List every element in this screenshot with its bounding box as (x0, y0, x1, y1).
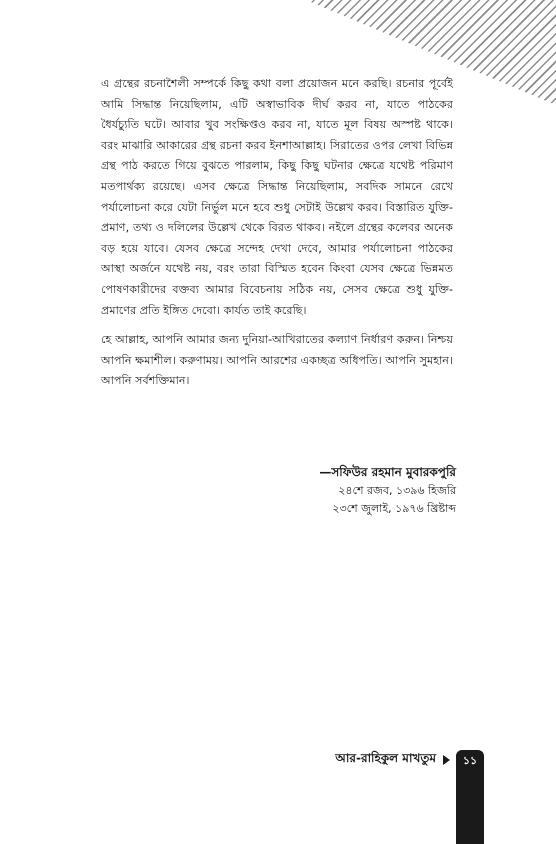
running-title (300, 750, 450, 770)
hijri-date: ২৪শে রজব, ১৩৯৬ হিজরি (338, 484, 456, 497)
paragraph-1: এ গ্রন্থের রচনাশৈলী সম্পর্কে কিছু কথা বলা প্রয়োজন মনে করছি। রচনার পূর্বেই আমি সিদ্ধান্ত নিয়েছিলাম, এটি অস্বাভাবিক দীর্ঘ করব না, যাতে পাঠকের ধৈর্যচ্যুতি ঘটে। আবার খুব সংক্ষিপ্তও করব না, যাতে মূল বিষয় অস্পষ্ট থাকে। বরং মাঝারি আকারের গ্রন্থ রচনা করব ইনশাআল্লাহ। সিরাতের ওপর লেখা বিভিন্ন গ্রন্থ পাঠ করতে গিয়ে বুঝতে পারলাম, কিছু কিছু ঘটনার ক্ষেত্রে যথেষ্ট পরিমাণ মতপার্থক্য রয়েছে। এসব ক্ষেত্রে সিদ্ধান্ত নিয়েছিলাম, সবদিক সামনে রেখে পর্যালোচনা করে যেটা নির্ভুল মনে হবে শুধু সেটাই উল্লেখ করব। বিস্তারিত যুক্তি-প্রমাণ, তথ্য ও দলিলের উল্লেখ থেকে বিরত থাকব। নইলে গ্রন্থের কলেবর অনেক বড় হয়ে যাবে। যেসব ক্ষেত্রে সন্দেহ দেখা দেবে, আমার পর্যালোচনা পাঠকের আস্থা অর্জনে যথেষ্ট নয়, বরং তারা বিস্মিত হবেন কিংবা যেসব ক্ষেত্রে ভিন্নমত পোষণকারীদের বক্তব্য আমার বিবেচনায় সঠিক নয়, সেসব ক্ষেত্রে শুধু যুক্তি-প্রমাণের প্রতি ইঙ্গিত দেবো। কার্যত তাই করেছি। (101, 77, 453, 317)
page-number-tab (456, 750, 484, 844)
book-title: আর-রাহিকুল মাখতুম (335, 751, 436, 765)
gregorian-date: ২৩শে জুলাই, ১৯৭৬ খ্রিষ্টাব্দ (332, 502, 456, 515)
paragraph-2: হে আল্লাহ, আপনি আমার জন্য দুনিয়া-আখিরাতের কল্যাণ নির্ধারণ করুন। নিশ্চয় আপনি ক্ষমাশীল। করুণাময়। আপনি আরশের একচ্ছত্র অধিপতি। আপনি সুমহান। আপনি সর্বশক্তিমান। (101, 333, 453, 388)
author-name: —সফিউর রহমান মুবারকপুরি (319, 465, 456, 479)
signature-block (319, 462, 456, 518)
body-text (101, 74, 453, 401)
page-number: ১১ (462, 754, 478, 767)
triangle-right-icon (443, 755, 450, 765)
